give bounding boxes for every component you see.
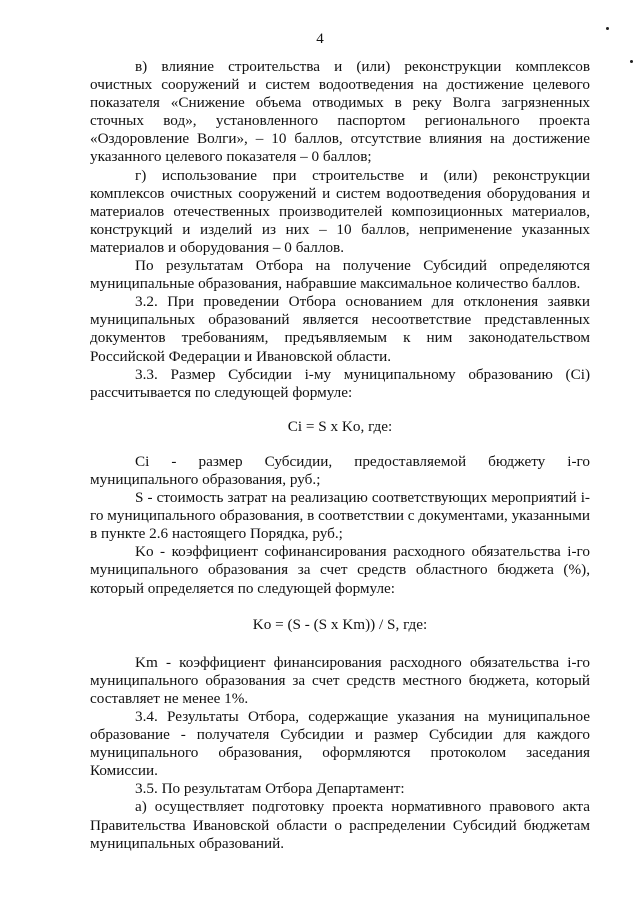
paragraph-selection-results: По результатам Отбора на получение Субсидий определяются муниципальные образования, набравшие максимальное количество баллов. [90, 257, 590, 293]
scan-speck [630, 60, 633, 63]
paragraph-3-4: 3.4. Результаты Отбора, содержащие указания на муниципальное образование - получателя Субсидии и размер Субсидии для каждого муниципального образования, оформляются протоколом заседания Комиссии. [90, 708, 590, 780]
paragraph-3-2: 3.2. При проведении Отбора основанием для отклонения заявки муниципальных образований является несоответствие представленных документов требованиям, предъявляемым к ним законодательством Российской Федерации и Ивановской области. [90, 293, 590, 365]
definition-ci: Ci - размер Субсидии, предоставляемой бюджету i-го муниципального образования, руб.; [90, 452, 590, 488]
paragraph-item-v: в) влияние строительства и (или) реконструкции комплексов очистных сооружений и систем водоотведения на достижение целевого показателя «Снижение объема отводимых в реку Волга загрязненных сточных вод», установленного паспортом регионального проекта «Оздоровление Волги», – 10 баллов, отсутствие влияния на достижение указанного целевого показателя – 0 баллов; [90, 58, 590, 166]
document-body [90, 58, 590, 853]
definition-ko: Ko - коэффициент софинансирования расходного обязательства i-го муниципального образования за счет средств областного бюджета (%), который определяется по следующей формуле: [90, 543, 590, 597]
definition-km: Km - коэффициент финансирования расходного обязательства i-го муниципального образования за счет средств местного бюджета, который составляет не менее 1%. [90, 653, 590, 707]
definition-s: S - стоимость затрат на реализацию соответствующих мероприятий i-го муниципального образования, в соответствии с документами, указанными в пункте 2.6 настоящего Порядка, руб.; [90, 489, 590, 543]
paragraph-item-g: г) использование при строительстве и (или) реконструкции комплексов очистных сооружений и систем водоотведения оборудования и материалов отечественных производителей композиционных материалов, конструкций и изделий из них – 10 баллов, неприменение указанных материалов и оборудования – 0 баллов. [90, 166, 590, 256]
formula-ko: Ko = (S - (S x Km)) / S, где: [252, 615, 428, 633]
formula-ci: Ci = S x Ko, где: [287, 417, 393, 435]
scan-speck [606, 27, 609, 30]
paragraph-3-3: 3.3. Размер Субсидии i-му муниципальному образованию (Ci) рассчитывается по следующей формуле: [90, 365, 590, 401]
paragraph-3-5: 3.5. По результатам Отбора Департамент: [135, 780, 405, 798]
page-number: 4 [316, 31, 324, 47]
paragraph-item-a: а) осуществляет подготовку проекта нормативного правового акта Правительства Ивановской области о распределении Субсидий бюджетам муниципальных образований. [90, 798, 590, 852]
